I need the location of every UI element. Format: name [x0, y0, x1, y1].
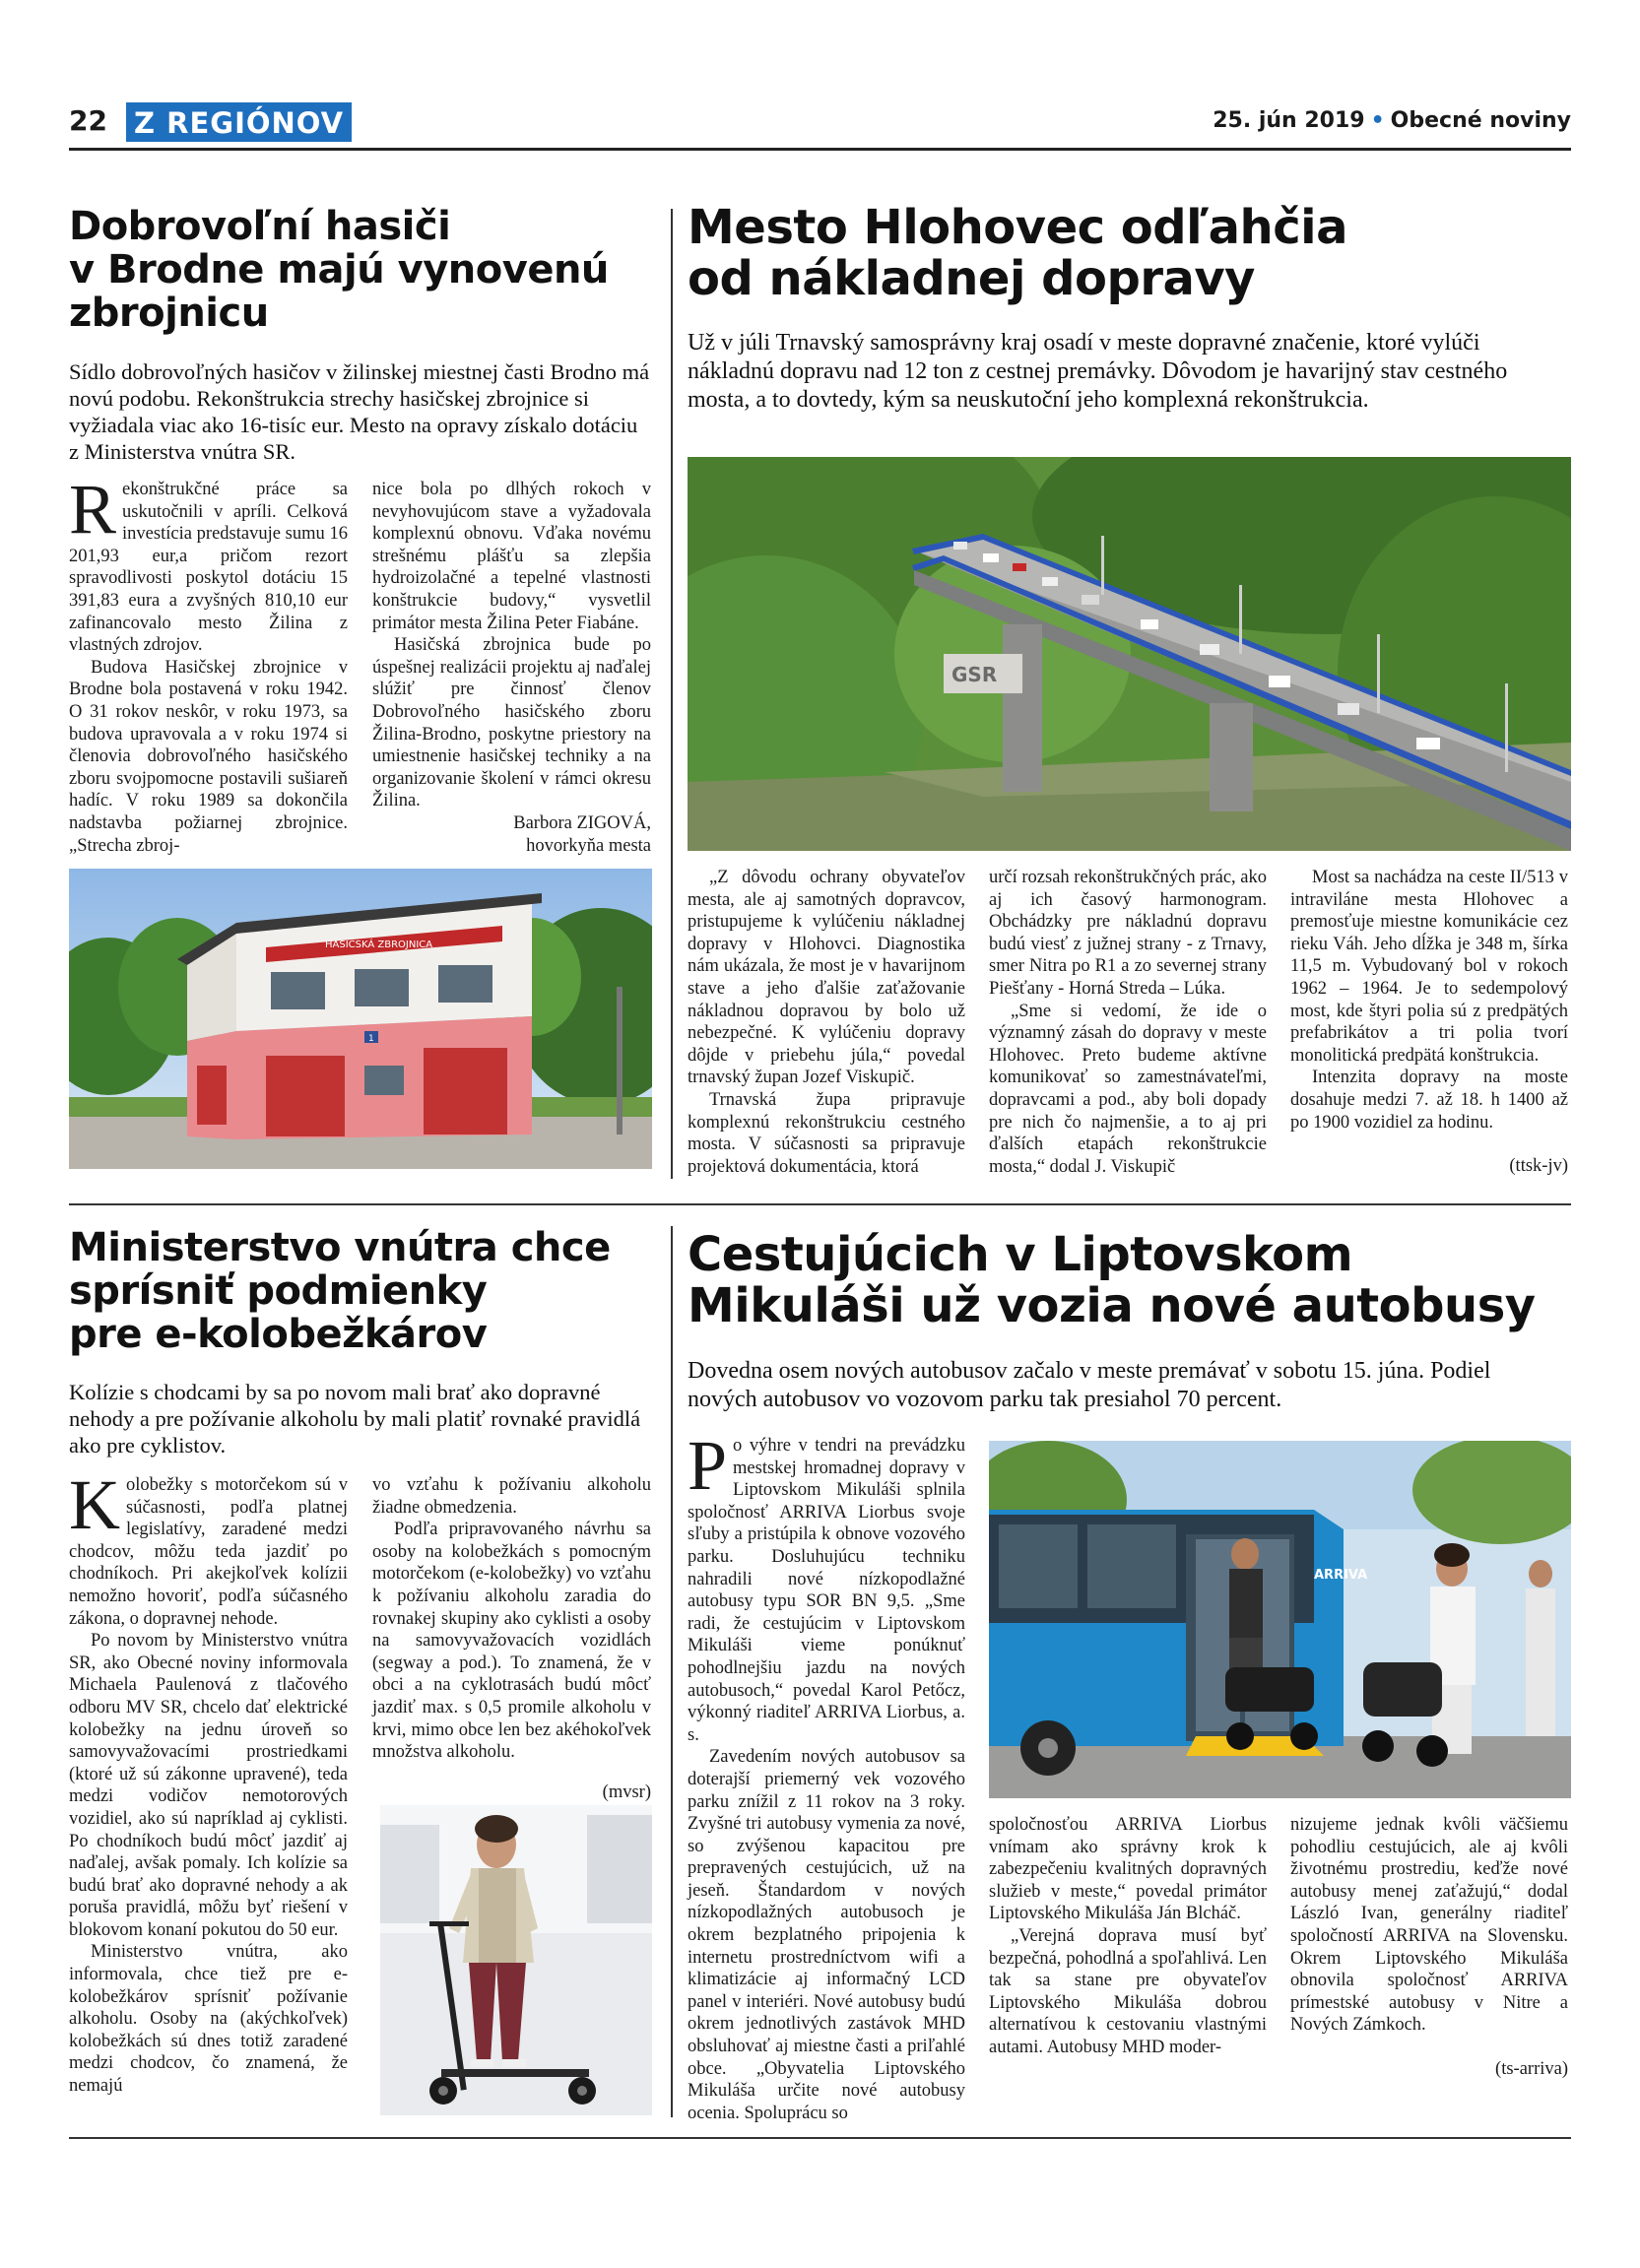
paragraph: Hasičská zbrojnica bude po úspešnej realizácii projektu aj naďalej slúžiť pre činnosť členov Dobrovoľného hasičského zboru Žilina-Brodno, poskytne priestory na umiestnenie hasičskej techniky a na organizovanie školení v rámci okresu Žilina. — [372, 635, 651, 811]
headline-line: pre e-kolobežkárov — [69, 1312, 488, 1357]
article2-column-3 — [1290, 867, 1568, 1178]
headline-line: Mesto Hlohovec odľahčia — [688, 200, 1347, 255]
article3-column-1 — [69, 1465, 348, 2098]
article-signature: (mvsr) — [602, 1782, 651, 1802]
paragraph: Kolobežky s motorčekom sú v súčasnosti, podľa platnej legislatívy, zaradené medzi chodcov, môžu teda jazdiť po chodníkoch. Pri akejkoľvek kolízii nemožno hovoriť, podľa súčasného zákona, o dopravnej nehode. — [69, 1465, 348, 1629]
dropcap: P — [688, 1426, 728, 1505]
paragraph: vo vzťahu k požívaniu alkoholu žiadne obmedzenia. — [372, 1475, 651, 1518]
house-number: 1 — [368, 1034, 374, 1044]
paragraph: Po novom by Ministerstvo vnútra SR, ako Obecné noviny informovala Michaela Paulenová z tlačového odboru MV SR, chcelo dať elektrické kolobežky na jednu úroveň so samovyvažovacími prostriedkami (ktoré už sú zákonne upravené), teda medzi vodičov nemotorových vozidiel, ako sú napríklad aj cyklisti. Po chodníkoch budú môcť jazdiť aj naďalej, avšak pomaly. Ich kolízie sa budú brať ako dopravné nehody a ak poruša pravidlá, môžu byť riešení v blokovom konaní pokutou do 50 eur. — [69, 1631, 348, 1940]
article1-headline — [69, 205, 660, 335]
article4-column-2 — [989, 1814, 1267, 2059]
e-scooter-photo — [380, 1805, 652, 2115]
paragraph: Rekonštrukčné práce sa uskutočnili v apríli. Celková investícia predstavuje sumu 16 201,93 eur,a pričom rezort spravodlivosti poskytol dotáciu 15 391,83 eura a zvyšných 810,10 eur zafinancovalo mesto Žilina z vlastných zdrojov. — [69, 470, 348, 656]
paragraph: Zavedením nových autobusov sa doterajší priemerný vek vozového parku znížil z 11 rokov na 3 roky. Zvyšné tri autobusy vymenia za nové, so zvýšenou kapacitou pre prepravených cestujúcich, už na jeseň. Štandardom v nových nízkopodlažných autobusoch je okrem bezplatného pripojenia k internetu prostredníctvom wifi a klimatizácie aj informačný LCD panel v interiéri. Nové autobusy budú okrem jednotlivých zastávok MHD obsluhovať aj miestne časti a priľahlé obce. „Obyvatelia Liptovského Mikuláša určite nové autobusy ocenia. Spoluprácu so — [688, 1747, 965, 2123]
bus-logo: ARRIVA — [1314, 1568, 1368, 1583]
paragraph: Ministerstvo vnútra, ako informovala, chce tiež pre e-kolobežkárov sprísniť požívanie alkoholu. Osoby na (akýchkoľvek) kolobežkách sú dnes totiž zaradené medzi chodcov, čo znamená, že nemajú — [69, 1942, 348, 2097]
author-role: hovorkyňa mesta — [526, 835, 651, 856]
article4-column-3 — [1290, 1814, 1568, 2081]
headline-line: zbrojnicu — [69, 291, 269, 336]
issue-date: 25. jún 2019 — [1213, 108, 1365, 133]
column-divider — [671, 1226, 673, 2117]
article3-lead: Kolízie s chodcami by sa po novom mali brať ako dopravné nehody a pre požívanie alkoholu by mali platiť rovnaké pravidlá ako pre cyklistov. — [69, 1380, 641, 1458]
headline-line: Ministerstvo vnútra chce — [69, 1225, 611, 1270]
article2-headline — [688, 202, 1574, 304]
article1-column-2 — [372, 479, 651, 857]
article4-column-1 — [688, 1426, 965, 2124]
headline-line: sprísniť podmienky — [69, 1268, 488, 1314]
fire-station-photo — [69, 869, 652, 1169]
article3-column-2 — [372, 1474, 651, 1803]
column-divider — [671, 209, 673, 1179]
article2-column-2 — [989, 867, 1267, 1178]
paragraph: Budova Hasičskej zbrojnice v Brodne bola postavená v roku 1942. O 31 rokov neskôr, v roku 1973, sa budova upravovala a v roku 1974 si členovia dobrovoľného hasičského zboru svojpomocne postavili sušiareň hadíc. V roku 1989 sa dokončila nadstavba požiarnej zbrojnice. „Strecha zbroj- — [69, 657, 348, 856]
page-header — [69, 102, 1571, 148]
article2-lead: Už v júli Trnavský samosprávny kraj osadí v meste dopravné značenie, ktoré vylúči nákladnú dopravu nad 12 ton z cestnej premávky. Dôvodom je havarijný stav cestného mosta, a to dovtedy, kým sa neuskutoční jeho komplexná rekonštrukcia. — [688, 330, 1508, 413]
paragraph: určí rozsah rekonštrukčných prác, ako aj ich časový harmonogram. Obchádzky pre nákladnú dopravu budú viesť z južnej strany - z Trnavy, smer Nitra po R1 a zo severnej strany Piešťany - Horná Streda – Lúka. — [989, 868, 1268, 999]
paragraph: nizujeme jednak kvôli väčšiemu pohodliu cestujúcich, ale aj kvôli životnému prostrediu, keďže nové autobusy menej zaťažujú,“ dodal László Ivan, generálny riaditeľ spoločností ARRIVA na Slovensku. Okrem Liptovského Mikuláša obnovila spoločnosť ARRIVA prímestské autobusy v Nitre a Nových Zámkoch. — [1290, 1815, 1568, 2036]
headline-line: v Brodne majú vynovenú — [69, 247, 609, 292]
article4-headline — [688, 1229, 1574, 1331]
issue-info — [1213, 108, 1571, 133]
article-signature: (ts-arriva) — [1495, 2058, 1568, 2079]
headline-line: Mikuláši už vozia nové autobusy — [688, 1278, 1536, 1333]
headline-line: Cestujúcich v Liptovskom — [688, 1227, 1353, 1282]
dropcap: K — [69, 1465, 120, 1544]
section-divider — [69, 1203, 1571, 1205]
page-number: 22 — [69, 104, 107, 137]
headline-line: od nákladnej dopravy — [688, 251, 1255, 306]
publication-name: Obecné noviny — [1390, 108, 1571, 133]
paragraph: spoločnosťou ARRIVA Liorbus vnímam ako správny krok k zabezpečeniu kvalitných dopravných služieb v meste,“ povedal primátor Liptovského Mikuláša Ján Blcháč. — [989, 1815, 1267, 1924]
bus-photo — [989, 1441, 1571, 1798]
headline-line: Dobrovoľní hasiči — [69, 204, 451, 249]
section-label: Z REGIÓNOV — [126, 102, 352, 142]
paragraph: „Z dôvodu ochrany obyvateľov mesta, ale aj samotných dopravcov, pristupujeme k vylúčeniu nákladnej dopravy v Hlohovci. Diagnostika nám ukázala, že most je v havarijnom stave a jeho ďalšie zaťažovanie nákladnou dopravou by bolo už nebezpečné. K vylúčeniu dopravy dôjde v priebehu júla,“ povedal trnavský župan Jozef Viskupič. — [688, 868, 965, 1088]
header-rule — [69, 148, 1571, 151]
article1-lead: Sídlo dobrovoľných hasičov v žilinskej miestnej časti Brodno má novú podobu. Rekonštrukcia strechy hasičskej zbrojnice si vyžiadala viac ako 16-tisíc eur. Mesto na opravy získalo dotáciu z Ministerstva vnútra SR. — [69, 359, 650, 464]
article3-headline — [69, 1226, 660, 1356]
paragraph: Intenzita dopravy na moste dosahuje medzi 7. až 18. h 1400 až po 1900 vozidiel za hodinu. — [1290, 1068, 1568, 1133]
separator-dot: • — [1370, 108, 1385, 133]
bridge-photo — [688, 457, 1571, 851]
dropcap: R — [69, 470, 117, 549]
article-signature: (ttsk-jv) — [1509, 1156, 1568, 1177]
paragraph: Po výhre v tendri na prevádzku mestskej hromadnej dopravy v Liptovskom Mikuláši splnila spoločnosť ARRIVA Liorbus svoje sľuby a pristúpila k obnove vozového parku. Dosluhujúcu techniku nahradili nové nízkopodlažné autobusy typu SOR BN 9,5. „Sme radi, že cestujúcim v Liptovskom Mikuláši vieme ponúknuť pohodlnejšiu jazdu na nových autobusoch,“ povedal Karol Petőcz, výkonný riaditeľ ARRIVA Liorbus, a. s. — [688, 1426, 965, 1745]
page-bottom-rule — [69, 2137, 1571, 2139]
paragraph: „Sme si vedomí, že ide o významný zásah do dopravy v meste Hlohovec. Preto budeme aktívne komunikovať so zamestnávateľmi, dopravcami a pod., aby boli dopady pre nich čo najmenšie, a to aj pri ďalších etapách rekonštrukcie mosta,“ dodal J. Viskupič — [989, 1001, 1267, 1177]
paragraph: „Verejná doprava musí byť bezpečná, pohodlná a spoľahlivá. Len tak sa stane pre obyvateľov Liptovského Mikuláša dobrou alternatívou k cestovaniu vlastnými autami. Autobusy MHD moder- — [989, 1925, 1267, 2057]
paragraph: Most sa nachádza na ceste II/513 v intraviláne mesta Hlohovec a premosťuje miestne komunikácie cez rieku Váh. Jeho dĺžka je 348 m, šírka 11,5 m. Vybudovaný bol v rokoch 1962 – 1964. Je to sedempolový most, kde štyri polia sú z predpätých prefabrikátov a tri polia tvorí monolitická predpätá konštrukcia. — [1290, 868, 1568, 1066]
article4-lead: Dovedna osem nových autobusov začalo v meste premávať v sobotu 15. júna. Podiel nových autobusov vo vozovom parku tak presiahol 70 percent. — [688, 1358, 1491, 1412]
paragraph: Trnavská župa pripravuje komplexnú rekonštrukciu cestného mosta. V súčasnosti sa pripravuje projektová dokumentácia, ktorá — [688, 1089, 965, 1177]
svg-text:GSR: GSR — [951, 663, 998, 686]
article1-column-1 — [69, 470, 348, 857]
paragraph: nice bola po dlhých rokoch v nevyhovujúcom stave a vyžadovala komplexnú obnovu. Vďaka novému strešnému plášťu sa zlepšia hydroizolačné a tepelné vlastnosti konštrukcie budovy,“ vysvetlil primátor mesta Žilina Peter Fiabáne. — [372, 480, 651, 633]
article2-column-1 — [688, 867, 965, 1178]
author-name: Barbora ZIGOVÁ, — [513, 812, 651, 833]
paragraph: Podľa pripravovaného návrhu sa osoby na kolobežkách s pomocným motorčekom (e-kolobežky) vo vzťahu k požívaniu alkoholu zaradia do rovnakej skupiny ako cyklisti a osoby na samovyvažovacích vozidlách (segway a pod.). To znamená, že v obci a na cyklotrasách budú môcť jazdiť max. s 0,5 promile alkoholu v krvi, mimo obce len bez akéhokoľvek množstva alkoholu. — [372, 1520, 651, 1763]
fire-station-sign: HASIČSKÁ ZBROJNICA — [325, 940, 433, 950]
